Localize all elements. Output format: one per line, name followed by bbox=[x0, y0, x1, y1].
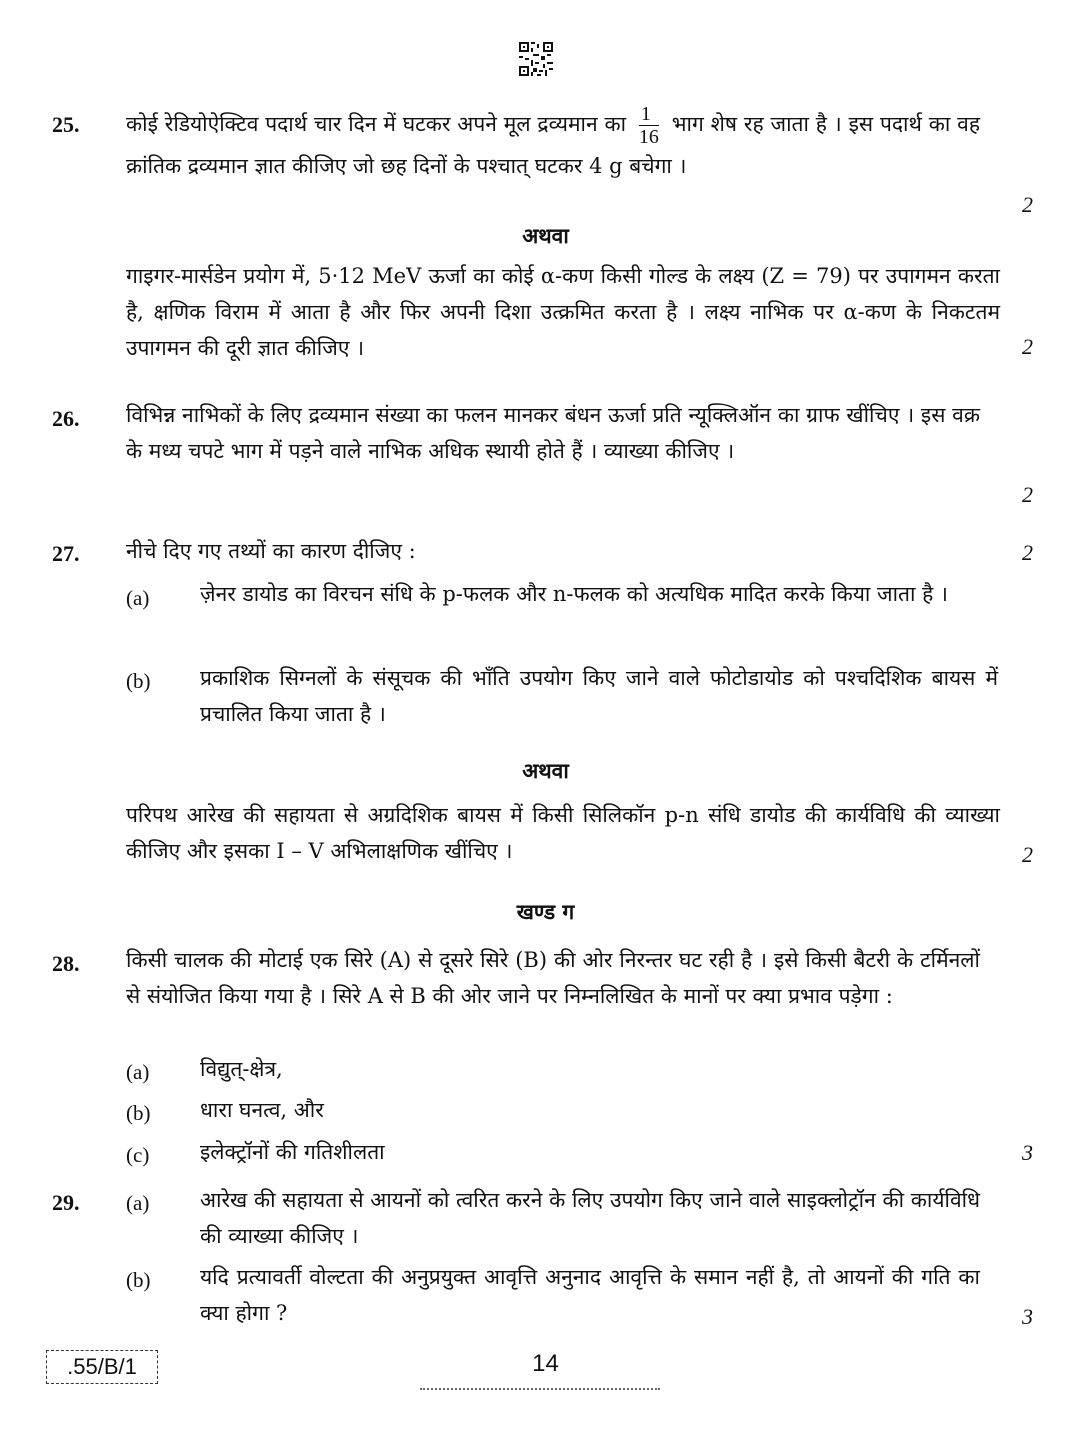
question-25-alternative-text: गाइगर-मार्सडेन प्रयोग में, 5·12 MeV ऊर्जा का कोई α-कण किसी गोल्ड के लक्ष्य (Z = 79) पर उपागमन करता है, क्षणिक विराम में आता है और फिर अपनी दिशा उत्क्रमित करता है । लक्ष्य नाभिक पर α-कण के निकटतम उपागमन की दूरी ज्ञात कीजिए । bbox=[126, 264, 1000, 360]
question-25-text bbox=[126, 103, 980, 184]
question-25-text-a: कोई रेडियोऐक्टिव पदार्थ चार दिन में घटकर अपने मूल द्रव्यमान का bbox=[126, 112, 627, 136]
question-25-text-b: भाग शेष रह जाता है । इस पदार्थ का वह क्रांतिक द्रव्यमान ज्ञात कीजिए जो छह दिनों के पश्चात् घटकर 4 g बचेगा । bbox=[126, 112, 980, 178]
question-number: 26. bbox=[52, 406, 80, 431]
fraction-one-sixteenth: $\frac{1}{16}$ bbox=[638, 103, 659, 148]
section-heading: खण्ड ग bbox=[516, 899, 575, 924]
part-label: (b) bbox=[126, 669, 151, 693]
question-29-part-a-text: आरेख की सहायता से आयनों को त्वरित करने के लिए उपयोग किए जाने वाले साइक्लोट्रॉन की कार्यविधि की व्याख्या कीजिए । bbox=[200, 1188, 980, 1248]
marks: 2 bbox=[1022, 842, 1033, 867]
page-number: 14 bbox=[532, 1350, 559, 1377]
part-label: (c) bbox=[126, 1143, 150, 1167]
footer-divider bbox=[420, 1388, 660, 1392]
question-number: 25. bbox=[52, 112, 80, 137]
marks: 3 bbox=[1022, 1304, 1033, 1329]
question-28-text: किसी चालक की मोटाई एक सिरे (A) से दूसरे सिरे (B) की ओर निरन्तर घट रही है । इसे किसी बैटरी के टर्मिनलों से संयोजित किया गया है । सिरे A से B की ओर जाने पर निम्नलिखित के मानों पर क्या प्रभाव पड़ेगा : bbox=[126, 948, 980, 1008]
marks: 2 bbox=[1022, 192, 1033, 217]
question-27-text: नीचे दिए गए तथ्यों का कारण दीजिए : bbox=[126, 539, 416, 563]
part-label: (b) bbox=[126, 1268, 151, 1292]
question-26-text: विभिन्न नाभिकों के लिए द्रव्यमान संख्या का फलन मानकर बंधन ऊर्जा प्रति न्यूक्लिऑन का ग्राफ खींचिए । इस वक्र के मध्य चपटे भाग में पड़ने वाले नाभिक अधिक स्थायी होते हैं । व्याख्या कीजिए । bbox=[126, 403, 980, 463]
or-heading: अथवा bbox=[522, 223, 569, 248]
part-label: (a) bbox=[126, 1191, 150, 1215]
marks: 2 bbox=[1022, 482, 1033, 507]
or-heading: अथवा bbox=[522, 758, 569, 783]
marks: 2 bbox=[1022, 334, 1033, 359]
question-number: 27. bbox=[52, 541, 80, 566]
marks: 3 bbox=[1022, 1140, 1033, 1165]
question-28-part-c-text: इलेक्ट्रॉनों की गतिशीलता bbox=[200, 1140, 385, 1164]
part-label: (a) bbox=[126, 1060, 150, 1084]
question-number: 28. bbox=[52, 951, 80, 976]
question-29-part-b-text: यदि प्रत्यावर्ती वोल्टता की अनुप्रयुक्त आवृत्ति अनुनाद आवृत्ति के समान नहीं है, तो आयनों की गति का क्या होगा ? bbox=[200, 1265, 980, 1325]
question-number: 29. bbox=[52, 1190, 80, 1215]
question-28-part-b-text: धारा घनत्व, और bbox=[200, 1098, 324, 1122]
question-28-part-a-text: विद्युत्-क्षेत्र, bbox=[200, 1057, 283, 1081]
question-27-part-a-text: ज़ेनर डायोड का विरचन संधि के p-फलक और n-फलक को अत्यधिक मादित करके किया जाता है । bbox=[200, 582, 948, 606]
paper-code: .55/B/1 bbox=[46, 1350, 158, 1384]
qr-code-icon bbox=[519, 42, 553, 76]
part-label: (b) bbox=[126, 1101, 151, 1125]
part-label: (a) bbox=[126, 586, 150, 610]
question-27-alternative-text: परिपथ आरेख की सहायता से अग्रदिशिक बायस में किसी सिलिकॉन p-n संधि डायोड की कार्यविधि की व्याख्या कीजिए और इसका I – V अभिलाक्षणिक खींचिए । bbox=[126, 803, 1000, 863]
marks: 2 bbox=[1022, 540, 1033, 565]
question-27-part-b-text: प्रकाशिक सिग्नलों के संसूचक की भाँति उपयोग किए जाने वाले फोटोडायोड को पश्चदिशिक बायस में प्रचालित किया जाता है । bbox=[200, 666, 998, 726]
